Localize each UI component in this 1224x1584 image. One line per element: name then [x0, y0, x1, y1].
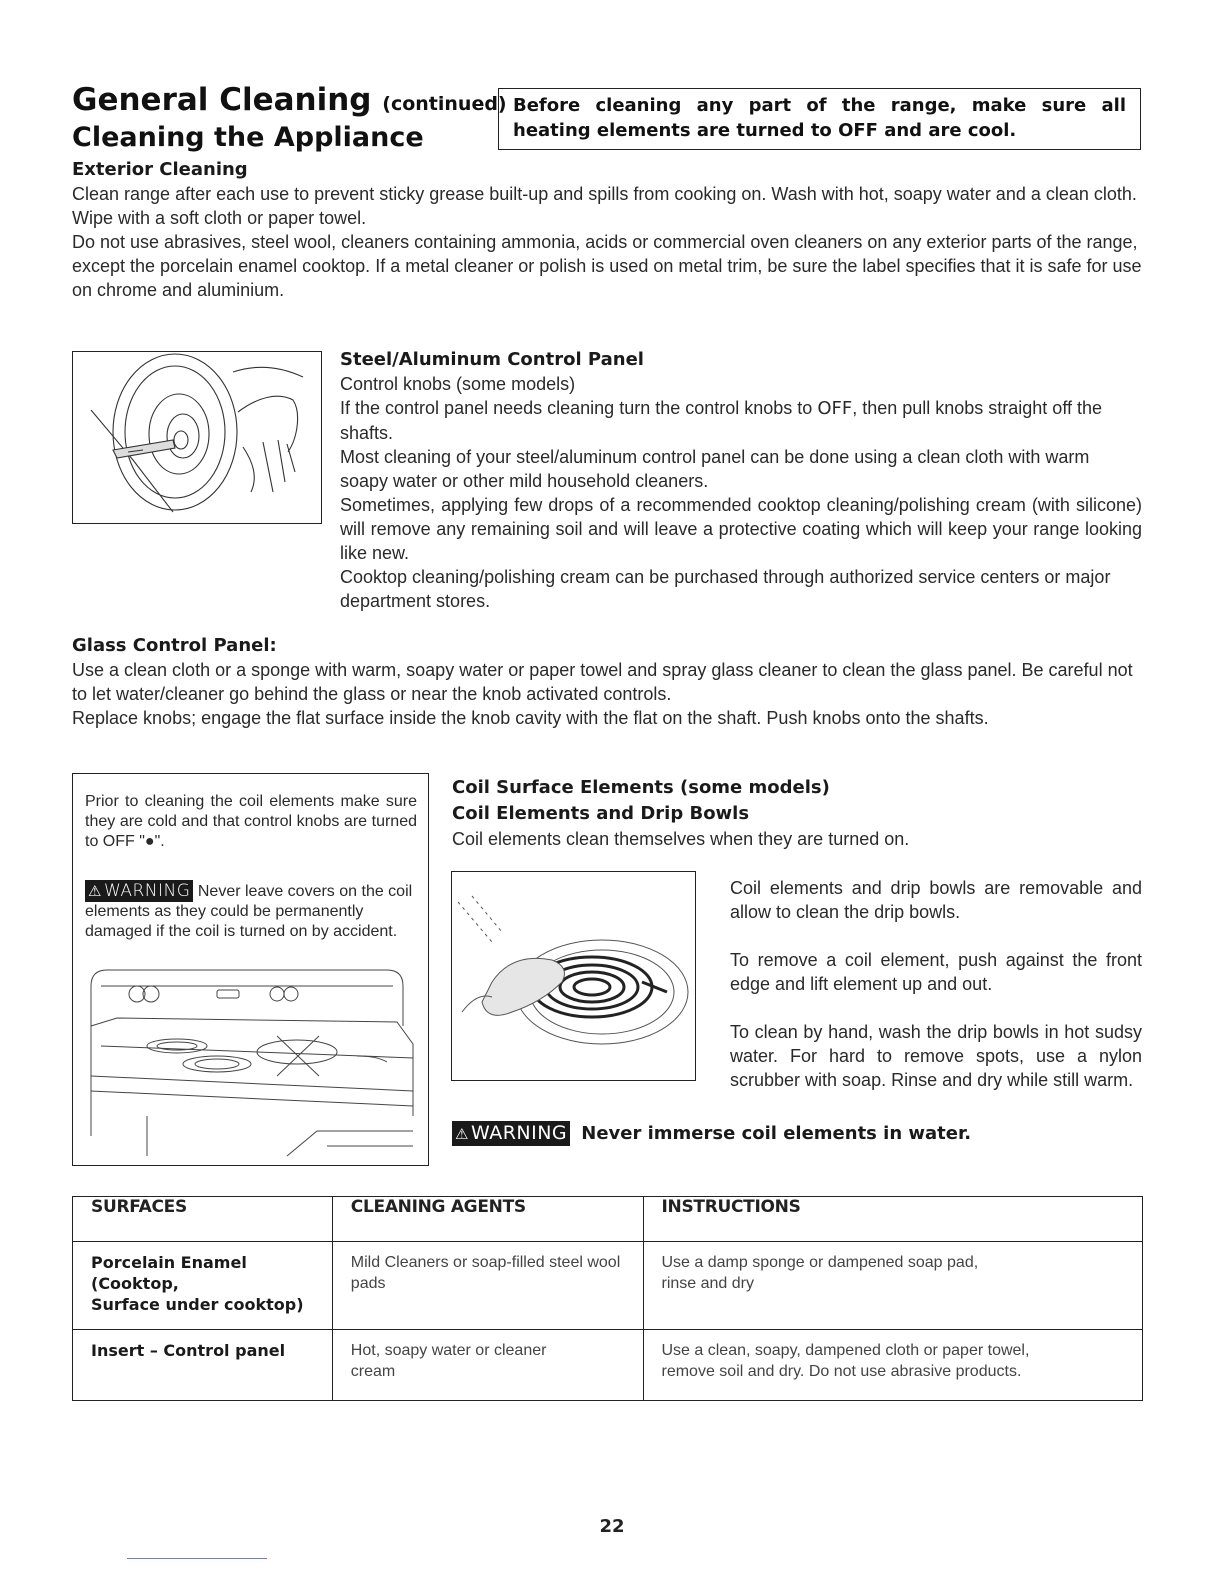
steel-panel-paragraph-2 [340, 396, 1142, 445]
coil-warning-label: WARNING [470, 1122, 568, 1144]
table-cell-surface: Porcelain Enamel (Cooktop, Surface under cooktop) [73, 1242, 333, 1330]
coil-caution-box [72, 773, 429, 1166]
side-box-warning-text: Never leave covers on the coil elements as they could be permanently damaged if the coil is turned on by accident. [85, 883, 413, 940]
exterior-section [72, 158, 1144, 302]
cleaning-table [72, 1196, 1143, 1401]
table-cell-agent: Mild Cleaners or soap-filled steel wool pads [332, 1242, 643, 1330]
warning-triangle-icon: ⚠ [88, 882, 102, 900]
coil-section [452, 775, 1144, 851]
table-header-instructions: INSTRUCTIONS [643, 1197, 1143, 1242]
table-cell-instructions: Use a clean, soapy, dampened cloth or paper towel, remove soil and dry. Do not use abrasive products. [643, 1330, 1143, 1401]
coil-subheading: Coil Elements and Drip Bowls [452, 803, 750, 824]
title-text: General Cleaning [72, 82, 372, 118]
exterior-paragraph-2: Do not use abrasives, steel wool, cleaners containing ammonia, acids or commercial oven cleaners on any exterior parts of the range, except the porcelain enamel cooktop. If a metal cleaner or polish is used on metal trim, be sure the label specifies that it is safe for use on chrome and aluminium. [72, 232, 1142, 300]
coil-warning-text: Never immerse coil elements in water. [581, 1123, 972, 1144]
control-knob-illustration [72, 351, 322, 524]
steel-panel-p2-start: If the control panel needs cleaning turn the control knobs to [340, 398, 818, 418]
warning-triangle-icon: ⚠ [455, 1125, 469, 1143]
off-label: OFF [817, 398, 853, 419]
page-number: 22 [599, 1516, 625, 1537]
coil-warning [452, 1121, 971, 1146]
table-header-surfaces: SURFACES [73, 1197, 333, 1242]
coil-paragraph-1: Coil elements clean themselves when they are turned on. [452, 829, 910, 849]
coil-paragraph-2: Coil elements and drip bowls are removable and allow to clean the drip bowls. [730, 878, 1142, 922]
glass-panel-heading: Glass Control Panel: [72, 635, 277, 656]
table-header-agents: CLEANING AGENTS [332, 1197, 643, 1242]
coil-instructions [730, 876, 1142, 1092]
table-row [73, 1242, 1143, 1330]
table-header-row [73, 1197, 1143, 1242]
coil-element-illustration [451, 871, 696, 1081]
coil-heading: Coil Surface Elements (some models) [452, 777, 830, 798]
glass-panel-paragraph-2: Replace knobs; engage the flat surface inside the knob cavity with the flat on the shaft. Push knobs onto the shafts. [72, 708, 989, 728]
side-box-warning [85, 880, 417, 942]
coil-paragraph-3: To remove a coil element, push against the front edge and lift element up and out. [730, 950, 1142, 994]
steel-panel-paragraph-3: Most cleaning of your steel/aluminum control panel can be done using a clean cloth with warm soapy water or other mild household cleaners. [340, 447, 1090, 491]
steel-panel-section [340, 347, 1142, 613]
knob-drawing [73, 352, 320, 522]
steel-panel-p2-end: , then pull knobs straight off the shafts. [340, 398, 1103, 443]
warning-label: WARNING [103, 881, 191, 901]
title-suffix: (continued) [382, 93, 507, 115]
glass-panel-section [72, 633, 1144, 730]
range-cooktop-illustration [87, 966, 417, 1161]
page-title [72, 82, 507, 118]
warning-badge [85, 880, 193, 902]
footer-line [127, 1558, 267, 1559]
glass-panel-paragraph-1: Use a clean cloth or a sponge with warm, soapy water or paper towel and spray glass cleaner to clean the glass panel. Be careful not to let water/cleaner go behind the glass or near the knob activated controls. [72, 660, 1133, 704]
exterior-paragraph-1: Clean range after each use to prevent sticky grease built-up and spills from cooking on. Wash with hot, soapy water and a clean cloth. Wipe with a soft cloth or paper towel. [72, 184, 1137, 228]
table-cell-agent: Hot, soapy water or cleaner cream [332, 1330, 643, 1401]
steel-panel-heading: Steel/Aluminum Control Panel [340, 349, 644, 370]
steel-panel-paragraph-4: Sometimes, applying few drops of a recommended cooktop cleaning/polishing cream (with silicone) will remove any remaining soil and will leave a protective coating which will keep your range looking like new. [340, 495, 1142, 563]
steel-panel-paragraph-1: Control knobs (some models) [340, 374, 576, 394]
table-cell-surface: Insert – Control panel [73, 1330, 333, 1401]
coil-drawing [452, 872, 694, 1079]
side-box-paragraph: Prior to cleaning the coil elements make sure they are cold and that control knobs are turned to OFF "●". [85, 793, 417, 850]
coil-warning-badge [452, 1121, 570, 1146]
caution-box: Before cleaning any part of the range, make sure all heating elements are turned to OFF and are cool. [498, 88, 1141, 150]
exterior-heading: Exterior Cleaning [72, 159, 248, 180]
page-subtitle: Cleaning the Appliance [72, 122, 424, 153]
table-cell-instructions: Use a damp sponge or dampened soap pad, rinse and dry [643, 1242, 1143, 1330]
table-row [73, 1330, 1143, 1401]
steel-panel-paragraph-5: Cooktop cleaning/polishing cream can be purchased through authorized service centers or major department stores. [340, 567, 1111, 611]
coil-paragraph-4: To clean by hand, wash the drip bowls in hot sudsy water. For hard to remove spots, use a nylon scrubber with soap. Rinse and dry while still warm. [730, 1022, 1142, 1090]
